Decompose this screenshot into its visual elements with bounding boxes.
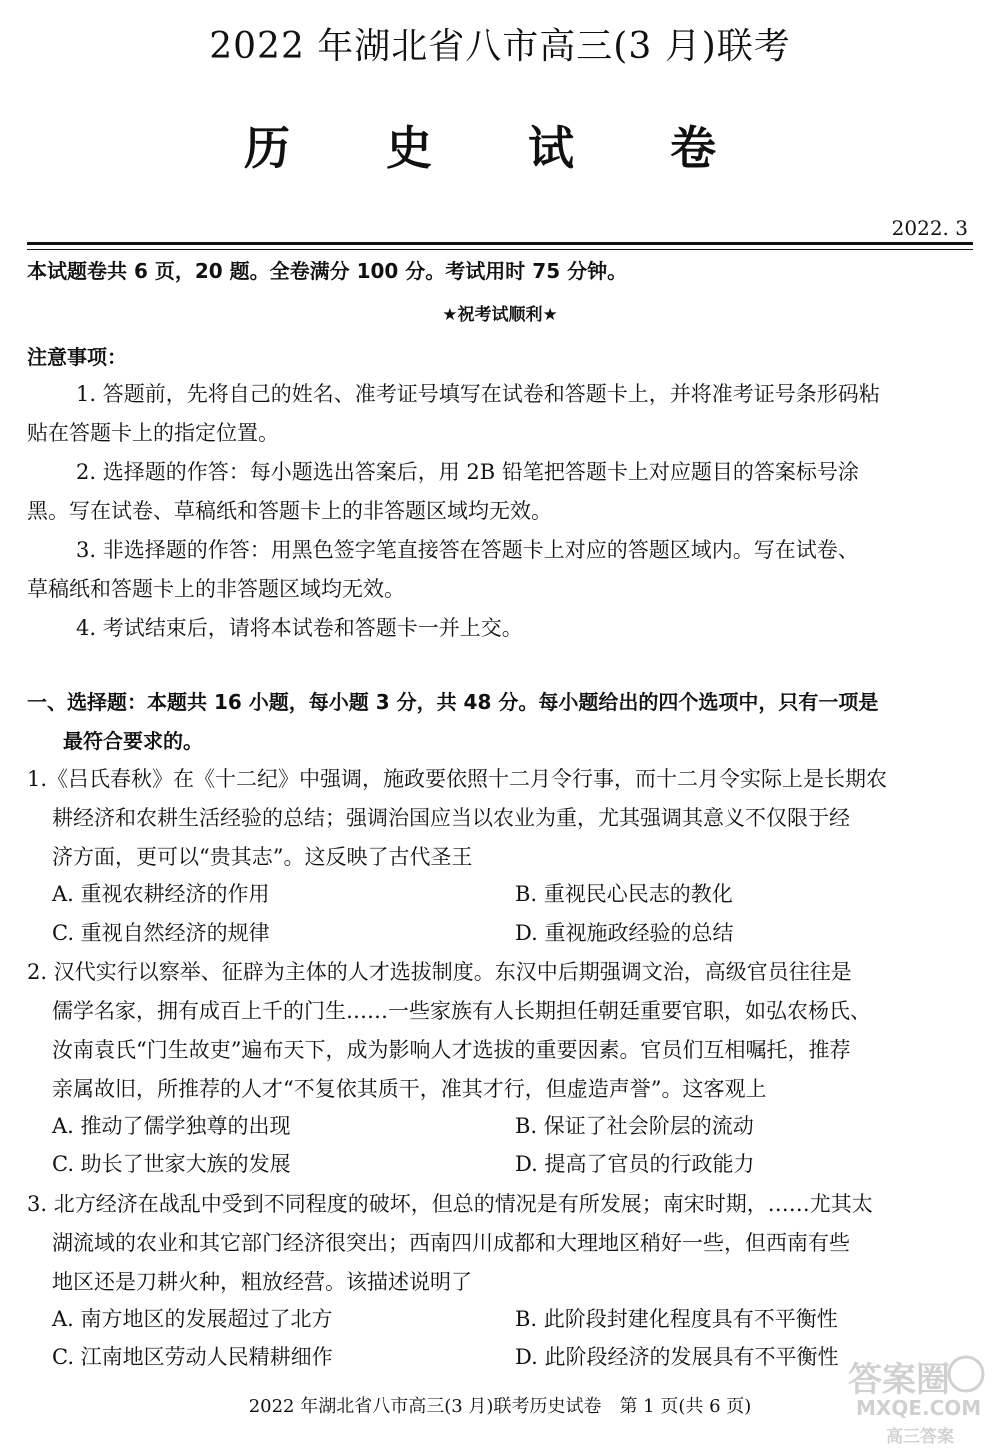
note-2-line-1: 2. 选择题的作答：每小题选出答案后，用 2B 铅笔把答题卡上对应题目的答案标号涂 <box>76 460 859 484</box>
note-4-line-1: 4. 考试结束后，请将本试卷和答题卡一并上交。 <box>76 616 523 640</box>
header-rule-thin <box>27 249 973 250</box>
section-1-heading-cont: 最符合要求的。 <box>63 729 203 753</box>
question-3-option-c: C. 江南地区劳动人民精耕细作 <box>52 1345 333 1369</box>
question-3-line-1: 3. 北方经济在战乱中受到不同程度的破坏，但总的情况是有所发展；南宋时期，……尤其太 <box>27 1192 873 1216</box>
watermark-logo <box>846 1352 986 1448</box>
question-1-line-1: 1.《吕氏春秋》在《十二纪》中强调，施政要依照十二月令行事，而十二月令实际上是长期农 <box>27 767 888 791</box>
question-1-option-c: C. 重视自然经济的规律 <box>52 921 270 945</box>
watermark-domain: MXQE.COM <box>856 1396 982 1420</box>
note-2-line-2: 黑。写在试卷、草稿纸和答题卡上的非答题区域均无效。 <box>27 499 552 523</box>
exam-summary: 本试题卷共 6 页，20 题。全卷满分 100 分。考试用时 75 分钟。 <box>27 259 628 283</box>
question-1-line-2: 耕经济和农耕生活经验的总结；强调治国应当以农业为重，尤其强调其意义不仅限于经 <box>52 806 850 830</box>
question-1-option-d: D. 重视施政经验的总结 <box>515 921 734 945</box>
exam-subject: 历 史 试 卷 <box>243 121 757 175</box>
question-1-line-3: 济方面，更可以“贵其志”。这反映了古代圣王 <box>52 845 473 869</box>
question-3-line-2: 湖流域的农业和其它部门经济很突出；西南四川成都和大理地区稍好一些，但西南有些 <box>52 1231 850 1255</box>
question-2-line-2: 儒学名家，拥有成百上千的门生……一些家族有人长期担任朝廷重要官职，如弘农杨氏、 <box>52 999 871 1023</box>
watermark-caption: 高三答案 <box>886 1427 954 1447</box>
section-1-heading: 一、选择题：本题共 16 小题，每小题 3 分，共 48 分。每小题给出的四个选项中，只有一项是 <box>27 690 879 714</box>
question-2-option-c: C. 助长了世家大族的发展 <box>52 1152 291 1176</box>
note-3-line-1: 3. 非选择题的作答：用黑色签字笔直接答在答题卡上对应的答题区域内。写在试卷、 <box>76 538 859 562</box>
blessing: ★祝考试顺利★ <box>442 305 558 325</box>
question-3-option-a: A. 南方地区的发展超过了北方 <box>52 1307 333 1331</box>
question-2-option-a: A. 推动了儒学独尊的出现 <box>52 1114 291 1138</box>
question-1-option-a: A. 重视农耕经济的作用 <box>52 882 270 906</box>
question-2-line-4: 亲属故旧，所推荐的人才“不复依其质干，准其才行，但虚造声誉”。这客观上 <box>52 1077 767 1101</box>
page-footer: 2022 年湖北省八市高三(3 月)联考历史试卷 第 1 页(共 6 页) <box>248 1396 752 1417</box>
notes-heading: 注意事项： <box>27 345 127 369</box>
watermark-text: 答案圈 <box>848 1360 950 1400</box>
note-1-line-1: 1. 答题前，先将自己的姓名、准考证号填写在试卷和答题卡上，并将准考证号条形码粘 <box>76 382 880 406</box>
question-3-option-b: B. 此阶段封建化程度具有不平衡性 <box>515 1307 838 1331</box>
question-1-option-b: B. 重视民心民志的教化 <box>515 882 733 906</box>
header-rule-thick <box>27 242 973 245</box>
question-2-option-d: D. 提高了官员的行政能力 <box>515 1152 755 1176</box>
question-2-line-3: 汝南袁氏“门生故吏”遍布天下，成为影响人才选拔的重要因素。官员们互相嘱托，推荐 <box>52 1038 851 1062</box>
exam-title: 2022 年湖北省八市高三(3 月)联考 <box>209 26 791 67</box>
question-2-line-1: 2. 汉代实行以察举、征辟为主体的人才选拔制度。东汉中后期强调文治，高级官员往往是 <box>27 960 852 984</box>
note-3-line-2: 草稿纸和答题卡上的非答题区域均无效。 <box>27 577 405 601</box>
question-3-line-3: 地区还是刀耕火种，粗放经营。该描述说明了 <box>52 1270 472 1294</box>
note-1-line-2: 贴在答题卡上的指定位置。 <box>27 421 279 445</box>
question-3-option-d: D. 此阶段经济的发展具有不平衡性 <box>515 1345 839 1369</box>
question-2-option-b: B. 保证了社会阶层的流动 <box>515 1114 754 1138</box>
exam-date: 2022. 3 <box>891 216 968 240</box>
